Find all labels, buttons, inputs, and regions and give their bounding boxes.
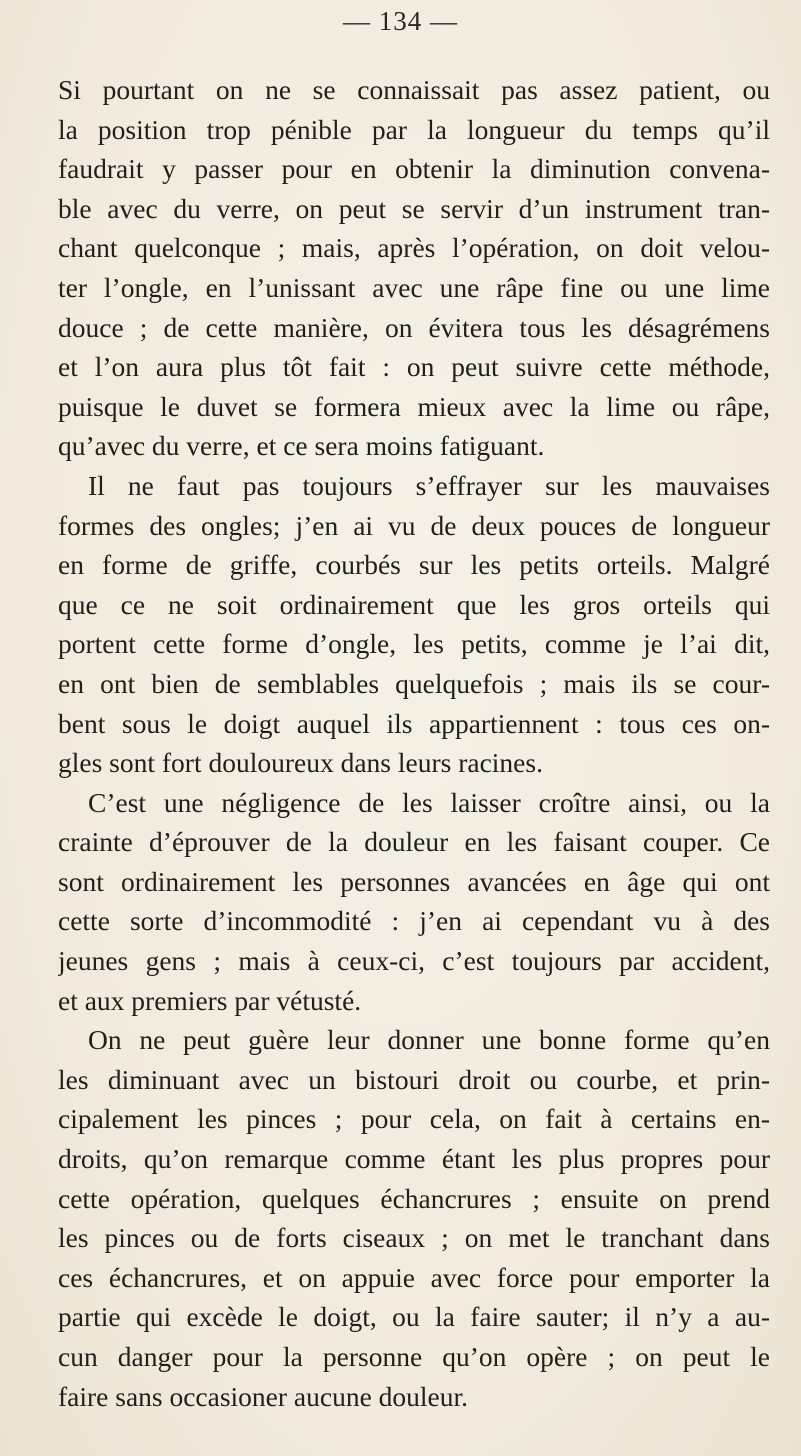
text-line: chant quelconque ; mais, après l’opération, on doit velou- <box>58 232 770 264</box>
text-line: puisque le duvet se formera mieux avec la lime ou râpe, <box>58 390 770 422</box>
body-text <box>58 70 770 1416</box>
text-line: jeunes gens ; mais à ceux-ci, c’est toujours par accident, <box>58 945 770 977</box>
text-line: Si pourtant on ne se connaissait pas assez patient, ou <box>58 74 770 105</box>
text-line: cette sorte d’incommodité : j’en ai cependant vu à des <box>58 905 770 937</box>
text-line: les diminuant avec un bistouri droit ou courbe, et prin- <box>58 1063 770 1095</box>
text-line: gles sont fort douloureux dans leurs racines. <box>58 747 543 779</box>
text-line: C’est une négligence de les laisser croître ainsi, ou la <box>88 786 770 818</box>
text-line: cette opération, quelques échancrures ; ensuite on prend <box>58 1182 770 1214</box>
text-line: en forme de griffe, courbés sur les petits orteils. Malgré <box>58 549 770 581</box>
text-line: On ne peut guère leur donner une bonne forme qu’en <box>88 1024 770 1056</box>
text-line: formes des ongles; j’en ai vu de deux pouces de longueur <box>58 509 770 541</box>
text-line: partie qui excède le doigt, ou la faire sauter; il n’y a au- <box>58 1301 770 1333</box>
text-line: bent sous le doigt auquel ils appartiennent : tous ces on- <box>58 707 770 739</box>
text-line: portent cette forme d’ongle, les petits, comme je l’ai dit, <box>58 628 770 660</box>
text-line: qu’avec du verre, et ce sera moins fatiguant. <box>58 430 545 462</box>
text-line: ces échancrures, et on appuie avec force pour emporter la <box>58 1261 770 1293</box>
text-line: en ont bien de semblables quelquefois ; mais ils se cour- <box>58 667 770 699</box>
text-line: la position trop pénible par la longueur du temps qu’il <box>58 113 770 145</box>
text-line: cun danger pour la personne qu’on opère ; on peut le <box>58 1341 770 1372</box>
text-line: et aux premiers par vétusté. <box>58 984 362 1016</box>
text-line: et l’on aura plus tôt fait : on peut suivre cette méthode, <box>58 351 770 383</box>
text-line: droits, qu’on remarque comme étant les plus propres pour <box>58 1143 770 1175</box>
text-line: crainte d’éprouver de la douleur en les faisant couper. Ce <box>58 826 770 858</box>
text-line: faire sans occasioner aucune douleur. <box>58 1380 469 1412</box>
page-number: — 134 — <box>343 6 458 36</box>
text-line: douce ; de cette manière, on évitera tous les désagrémens <box>58 311 770 343</box>
text-line: les pinces ou de forts ciseaux ; on met le tranchant dans <box>58 1222 770 1254</box>
text-line: cipalement les pinces ; pour cela, on fait à certains en- <box>58 1103 770 1135</box>
text-line: faudrait y passer pour en obtenir la diminution convena- <box>58 153 770 185</box>
text-line: ter l’ongle, en l’unissant avec une râpe fine ou une lime <box>58 271 770 303</box>
text-line: que ce ne soit ordinairement que les gros orteils qui <box>58 588 770 620</box>
text-line: Il ne faut pas toujours s’effrayer sur les mauvaises <box>88 469 770 501</box>
text-line: sont ordinairement les personnes avancées en âge qui ont <box>58 865 770 897</box>
text-line: ble avec du verre, on peut se servir d’un instrument tran- <box>58 192 770 224</box>
